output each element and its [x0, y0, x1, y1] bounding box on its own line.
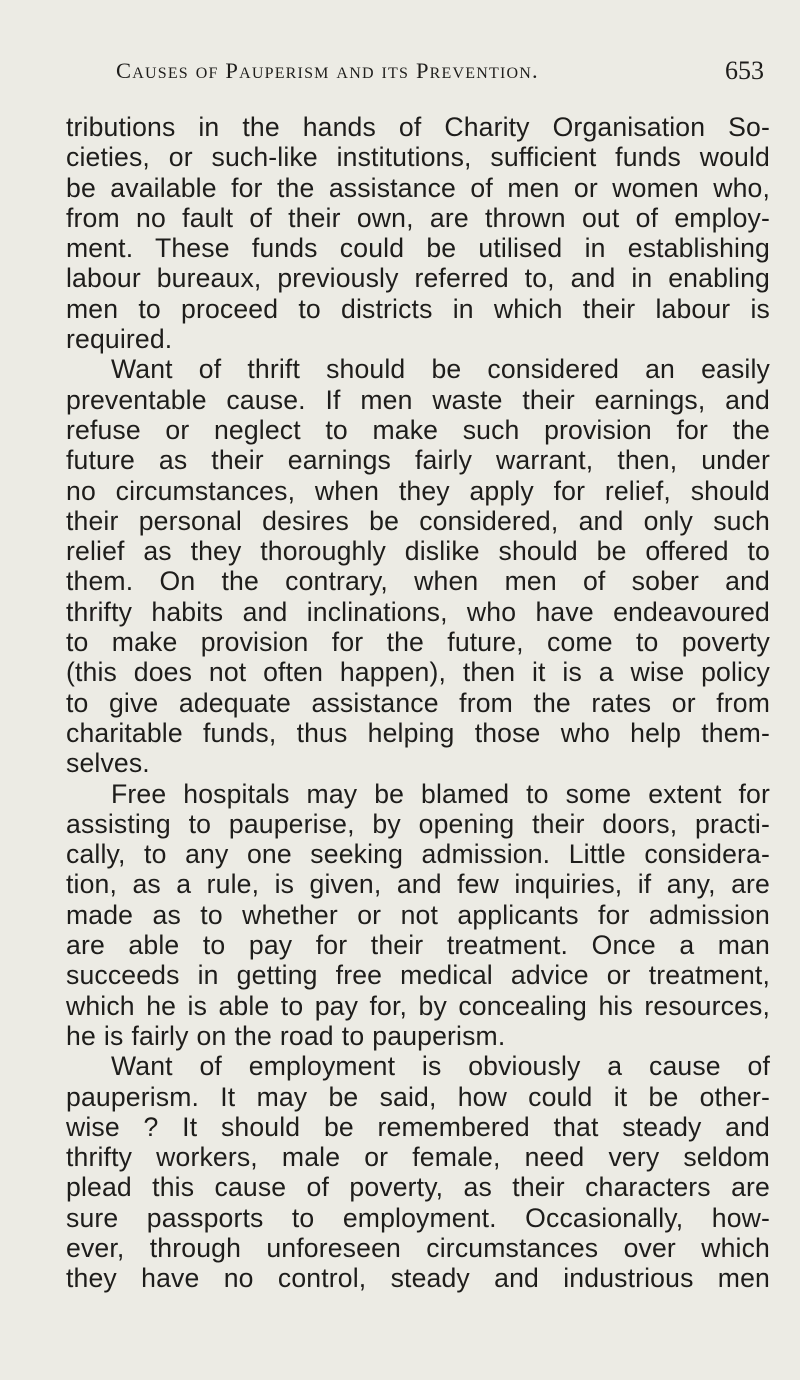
text-line: Free hospitals may be blamed to some extent for	[111, 778, 770, 809]
text-line: them. On the contrary, when men of sober and	[66, 566, 770, 597]
text-line: cally, to any one seeking admission. Little considera-	[66, 839, 770, 870]
text-line: Want of thrift should be considered an easily	[111, 354, 770, 385]
text-line: selves.	[66, 748, 150, 779]
text-line: which he is able to pay for, by concealing his resources,	[66, 990, 770, 1021]
text-line: pauperism. It may be said, how could it be other-	[66, 1081, 770, 1112]
text-line: men to proceed to districts in which their labour is	[66, 293, 770, 324]
text-line: preventable cause. If men waste their earnings, and	[66, 384, 770, 415]
text-line: sure passports to employment. Occasionally, how-	[66, 1202, 770, 1233]
text-line: plead this cause of poverty, as their characters are	[66, 1172, 770, 1203]
text-line: succeeds in getting free medical advice or treatment,	[66, 960, 770, 991]
text-line: ever, through unforeseen circumstances over which	[66, 1232, 770, 1263]
text-line: (this does not often happen), then it is a wise policy	[66, 657, 770, 688]
text-line: he is fairly on the road to pauperism.	[66, 1020, 506, 1051]
body-text	[66, 112, 770, 1294]
text-line: be available for the assistance of men or women who,	[66, 172, 770, 203]
text-line: ment. These funds could be utilised in establishing	[66, 233, 770, 264]
text-line: labour bureaux, previously referred to, and in enabling	[66, 263, 770, 294]
text-line: thrifty workers, male or female, need very seldom	[66, 1142, 770, 1173]
running-title: Causes of Pauperism and its Prevention.	[116, 58, 539, 83]
text-line: from no fault of their own, are thrown out of employ-	[66, 202, 770, 233]
text-line: Want of employment is obviously a cause of	[111, 1051, 770, 1082]
text-line: required.	[66, 324, 173, 355]
text-line: no circumstances, when they apply for relief, should	[66, 475, 770, 506]
text-line: thrifty habits and inclinations, who have endeavoured	[66, 596, 770, 627]
text-line: cieties, or such-like institutions, sufficient funds would	[66, 142, 770, 173]
text-line: charitable funds, thus helping those who help them-	[66, 717, 770, 748]
text-line: to make provision for the future, come to poverty	[66, 627, 770, 658]
text-line: to give adequate assistance from the rates or from	[66, 687, 770, 718]
running-head	[0, 58, 800, 98]
text-line: relief as they thoroughly dislike should be offered to	[66, 536, 770, 567]
text-line: assisting to pauperise, by opening their doors, practi-	[66, 808, 770, 839]
text-line: future as their earnings fairly warrant, then, under	[66, 445, 770, 476]
page-number: 653	[725, 56, 764, 85]
text-line: made as to whether or not applicants for admission	[66, 899, 770, 930]
text-line: tion, as a rule, is given, and few inquiries, if any, are	[66, 869, 770, 900]
text-line: they have no control, steady and industrious men	[66, 1263, 770, 1294]
text-line: their personal desires be considered, and only such	[66, 505, 770, 536]
text-line: tributions in the hands of Charity Organisation So-	[66, 112, 770, 142]
text-line: refuse or neglect to make such provision for the	[66, 414, 770, 445]
text-line: wise ? It should be remembered that steady and	[66, 1111, 770, 1142]
text-line: are able to pay for their treatment. Once a man	[66, 930, 770, 961]
